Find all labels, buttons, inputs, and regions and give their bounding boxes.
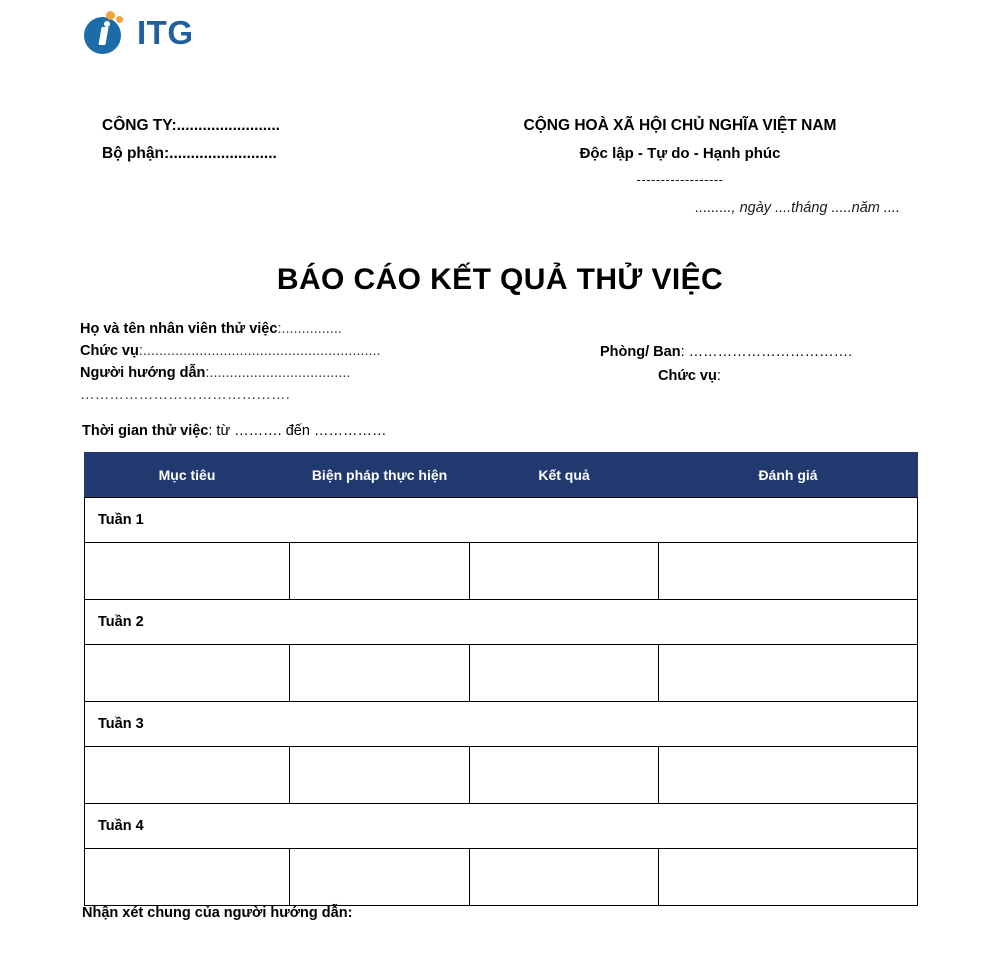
company-label: CÔNG TY:........................ bbox=[102, 117, 280, 134]
entry-cell-danh-gia[interactable] bbox=[659, 645, 918, 702]
column-header-danh-gia: Đánh giá bbox=[659, 453, 918, 498]
week-label-3: Tuần 3 bbox=[85, 702, 918, 747]
mentor-position-field bbox=[600, 364, 940, 388]
employee-name-field bbox=[80, 318, 550, 340]
logo-letter-i-dot bbox=[104, 21, 110, 27]
logo-accent-dot-orange-small bbox=[116, 16, 123, 23]
mentor-dots: :................................... bbox=[205, 365, 351, 381]
entry-cell-danh-gia[interactable] bbox=[659, 543, 918, 600]
week-label-4: Tuần 4 bbox=[85, 804, 918, 849]
table-row bbox=[85, 645, 918, 702]
department-field bbox=[600, 340, 940, 364]
mentor-position-label: Chức vụ bbox=[658, 368, 717, 384]
entry-cell-muc-tieu[interactable] bbox=[85, 849, 290, 906]
page-title: BÁO CÁO KẾT QUẢ THỬ VIỆC bbox=[276, 263, 724, 296]
department-field-label: Phòng/ Ban bbox=[600, 344, 681, 360]
company-header-block bbox=[102, 112, 280, 168]
week-label-2: Tuần 2 bbox=[85, 600, 918, 645]
department-info-block bbox=[600, 340, 940, 388]
national-header-block bbox=[440, 112, 920, 192]
info-continuation-line: ……………………………………. bbox=[80, 387, 291, 403]
employee-info-block bbox=[80, 318, 550, 406]
entry-cell-danh-gia[interactable] bbox=[659, 747, 918, 804]
entry-cell-muc-tieu[interactable] bbox=[85, 747, 290, 804]
table-row bbox=[85, 849, 918, 906]
probation-report-table bbox=[84, 452, 918, 906]
entry-cell-bien-phap[interactable] bbox=[290, 645, 470, 702]
entry-cell-muc-tieu[interactable] bbox=[85, 645, 290, 702]
column-header-muc-tieu: Mục tiêu bbox=[85, 453, 290, 498]
general-comment-label: Nhận xét chung của người hướng dẫn: bbox=[82, 905, 353, 921]
column-header-bien-phap: Biện pháp thực hiện bbox=[290, 453, 470, 498]
mentor-label: Người hướng dẫn bbox=[80, 365, 206, 381]
entry-cell-muc-tieu[interactable] bbox=[85, 543, 290, 600]
entry-cell-danh-gia[interactable] bbox=[659, 849, 918, 906]
table-header-row bbox=[85, 453, 918, 498]
table-row bbox=[85, 747, 918, 804]
entry-cell-bien-phap[interactable] bbox=[290, 543, 470, 600]
table-row bbox=[85, 702, 918, 747]
entry-cell-bien-phap[interactable] bbox=[290, 849, 470, 906]
header-divider-dashes: ------------------ bbox=[636, 172, 724, 187]
probation-period-field bbox=[82, 423, 386, 439]
national-motto: Độc lập - Tự do - Hạnh phúc bbox=[579, 145, 781, 162]
table-row bbox=[85, 600, 918, 645]
entry-cell-ket-qua[interactable] bbox=[470, 645, 659, 702]
mentor-field bbox=[80, 362, 550, 384]
mentor-position-dots: : bbox=[716, 368, 721, 384]
logo-wordmark: ITG bbox=[137, 13, 194, 51]
entry-cell-ket-qua[interactable] bbox=[470, 747, 659, 804]
probation-period-label: Thời gian thử việc bbox=[82, 423, 209, 439]
table-row bbox=[85, 543, 918, 600]
brand-logo bbox=[84, 10, 194, 54]
department-label: Bộ phận:......................... bbox=[102, 145, 277, 162]
employee-name-label: Họ và tên nhân viên thử việc bbox=[80, 321, 278, 337]
date-line: ........., ngày ....tháng .....năm .... bbox=[695, 200, 900, 216]
entry-cell-bien-phap[interactable] bbox=[290, 747, 470, 804]
department-field-dots: : ……………………………. bbox=[680, 344, 853, 360]
employee-name-dots: :............... bbox=[277, 321, 342, 337]
week-label-1: Tuần 1 bbox=[85, 498, 918, 543]
employee-position-label: Chức vụ bbox=[80, 343, 139, 359]
itg-logo-icon bbox=[84, 10, 128, 54]
employee-position-field bbox=[80, 340, 550, 362]
logo-accent-dot-blue bbox=[113, 28, 119, 34]
entry-cell-ket-qua[interactable] bbox=[470, 543, 659, 600]
logo-accent-dot-orange-large bbox=[106, 11, 115, 20]
national-title: CỘNG HOÀ XÃ HỘI CHỦ NGHĨA VIỆT NAM bbox=[523, 117, 837, 134]
employee-position-dots: :........................................................... bbox=[138, 343, 381, 359]
table-row bbox=[85, 498, 918, 543]
probation-period-value: : từ ………. đến …………… bbox=[208, 423, 387, 439]
entry-cell-ket-qua[interactable] bbox=[470, 849, 659, 906]
column-header-ket-qua: Kết quả bbox=[470, 453, 659, 498]
table-row bbox=[85, 804, 918, 849]
